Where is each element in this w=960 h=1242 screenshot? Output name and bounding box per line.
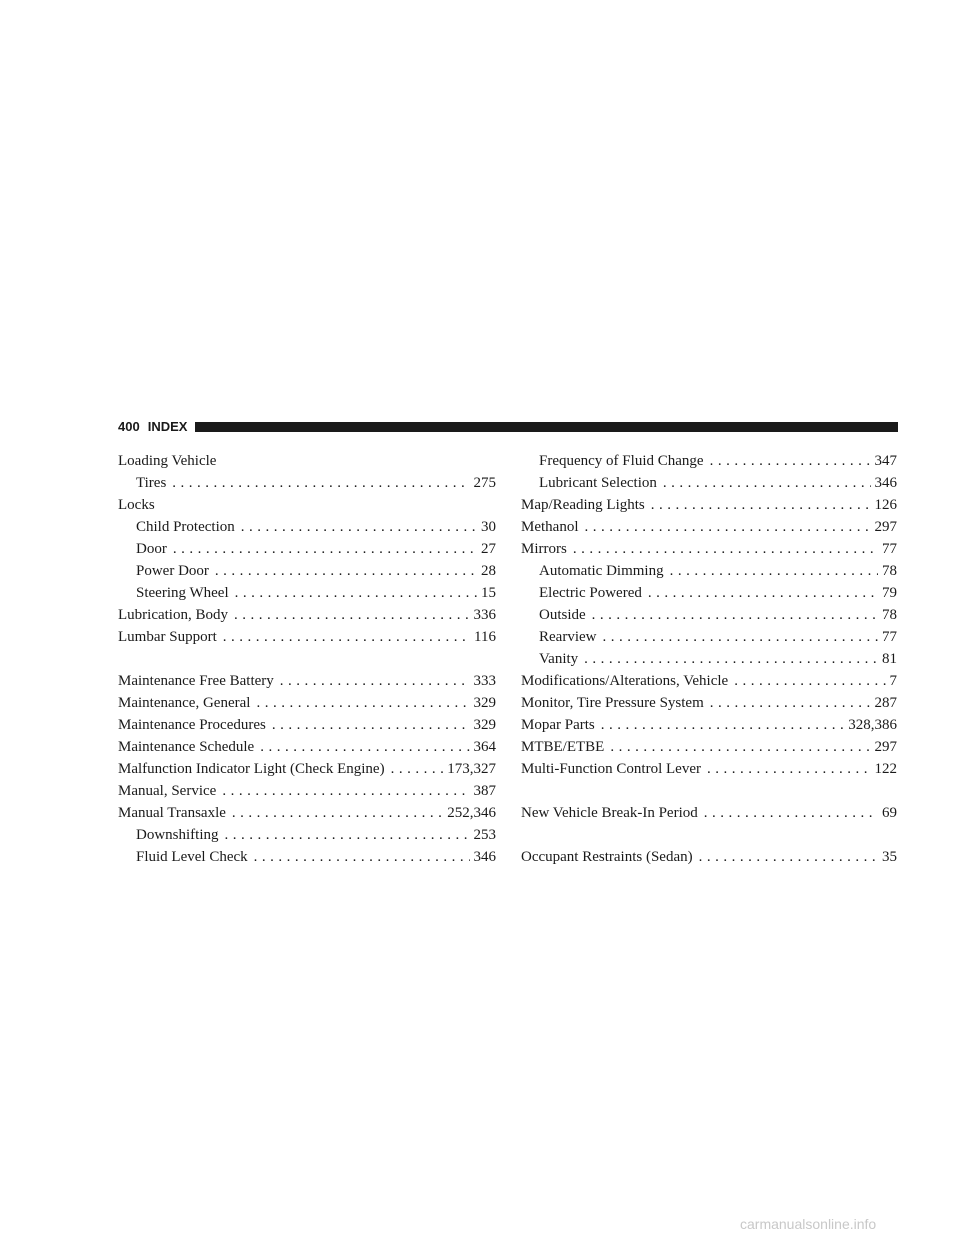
dot-leader bbox=[280, 670, 470, 692]
index-page-number: 122 bbox=[874, 761, 897, 777]
index-entry bbox=[521, 670, 897, 692]
index-page-number: 387 bbox=[473, 783, 496, 799]
index-page-number: 78 bbox=[882, 563, 897, 579]
index-page-number: 346 bbox=[874, 475, 897, 491]
index-entry bbox=[118, 560, 496, 582]
dot-leader bbox=[592, 604, 878, 626]
index-column-right bbox=[521, 450, 897, 868]
watermark: carmanualsonline.info bbox=[740, 1216, 877, 1232]
index-term: Outside bbox=[539, 607, 586, 623]
index-page-number: 35 bbox=[882, 849, 897, 865]
dot-leader bbox=[585, 516, 871, 538]
dot-leader bbox=[601, 714, 845, 736]
index-term: Mopar Parts bbox=[521, 717, 595, 733]
index-entry bbox=[521, 846, 897, 868]
index-page-number: 329 bbox=[473, 695, 496, 711]
index-entry bbox=[118, 670, 496, 692]
index-page-number: 30 bbox=[481, 519, 496, 535]
index-term: Tires bbox=[136, 475, 167, 491]
index-entry bbox=[118, 758, 496, 780]
index-entry bbox=[118, 736, 496, 758]
index-term: Monitor, Tire Pressure System bbox=[521, 695, 704, 711]
index-entry bbox=[521, 604, 897, 626]
index-entry bbox=[118, 582, 496, 604]
index-term: Modifications/Alterations, Vehicle bbox=[521, 673, 729, 689]
dot-leader bbox=[707, 758, 871, 780]
index-entry bbox=[118, 692, 496, 714]
index-term: Frequency of Fluid Change bbox=[539, 453, 704, 469]
index-term: MTBE/ETBE bbox=[521, 739, 605, 755]
index-term: Power Door bbox=[136, 563, 209, 579]
index-page-number: 297 bbox=[874, 739, 897, 755]
index-term: Vanity bbox=[539, 651, 579, 667]
index-term: Methanol bbox=[521, 519, 579, 535]
dot-leader bbox=[734, 670, 885, 692]
index-term: New Vehicle Break-In Period bbox=[521, 805, 698, 821]
index-page-number: 79 bbox=[882, 585, 897, 601]
index-entry bbox=[118, 780, 496, 802]
dot-leader bbox=[234, 604, 470, 626]
dot-leader bbox=[584, 648, 878, 670]
index-page-number: 126 bbox=[874, 497, 897, 513]
index-entry bbox=[521, 626, 897, 648]
index-term: Maintenance Procedures bbox=[118, 717, 266, 733]
index-entry bbox=[118, 802, 496, 824]
dot-leader bbox=[272, 714, 470, 736]
index-term: Manual Transaxle bbox=[118, 805, 226, 821]
index-term: Maintenance Schedule bbox=[118, 739, 255, 755]
index-term: Child Protection bbox=[136, 519, 235, 535]
header-rule bbox=[195, 422, 898, 432]
index-page-number: 28 bbox=[481, 563, 496, 579]
index-term: Lubrication, Body bbox=[118, 607, 228, 623]
index-page-number: 7 bbox=[889, 673, 897, 689]
dot-leader bbox=[710, 692, 871, 714]
dot-leader bbox=[232, 802, 443, 824]
index-term: Automatic Dimming bbox=[539, 563, 664, 579]
index-term: Downshifting bbox=[136, 827, 219, 843]
index-entry bbox=[521, 560, 897, 582]
section-title: INDEX bbox=[147, 419, 188, 434]
index-entry bbox=[521, 692, 897, 714]
index-entry bbox=[521, 758, 897, 780]
index-term: Maintenance, General bbox=[118, 695, 251, 711]
index-entry bbox=[521, 736, 897, 758]
dot-leader bbox=[704, 802, 878, 824]
index-page-number: 253 bbox=[473, 827, 496, 843]
index-page-number: 77 bbox=[882, 629, 897, 645]
dot-leader bbox=[573, 538, 878, 560]
dot-leader bbox=[610, 736, 870, 758]
index-entry bbox=[118, 824, 496, 846]
index-page-number: 173,327 bbox=[447, 761, 496, 777]
index-entry bbox=[118, 450, 496, 472]
index-page-number: 252,346 bbox=[447, 805, 496, 821]
index-entry bbox=[118, 538, 496, 560]
dot-leader bbox=[651, 494, 871, 516]
index-term: Lumbar Support bbox=[118, 629, 217, 645]
dot-leader bbox=[254, 846, 470, 868]
index-entry bbox=[521, 472, 897, 494]
index-entry bbox=[521, 450, 897, 472]
dot-leader bbox=[223, 626, 470, 648]
index-term: Rearview bbox=[539, 629, 597, 645]
dot-leader bbox=[172, 472, 469, 494]
index-term: Door bbox=[136, 541, 167, 557]
index-page-number: 69 bbox=[882, 805, 897, 821]
page-header bbox=[118, 418, 898, 436]
index-term: Steering Wheel bbox=[136, 585, 229, 601]
dot-leader bbox=[173, 538, 477, 560]
index-page-number: 275 bbox=[473, 475, 496, 491]
dot-leader bbox=[602, 626, 878, 648]
index-page-number: 287 bbox=[874, 695, 897, 711]
index-term: Electric Powered bbox=[539, 585, 642, 601]
dot-leader bbox=[241, 516, 477, 538]
index-page-number: 116 bbox=[474, 629, 496, 645]
index-page-number: 346 bbox=[473, 849, 496, 865]
index-page-number: 78 bbox=[882, 607, 897, 623]
index-term: Loading Vehicle bbox=[118, 453, 217, 469]
dot-leader bbox=[215, 560, 477, 582]
index-entry bbox=[118, 494, 496, 516]
index-term: Fluid Level Check bbox=[136, 849, 248, 865]
index-term: Maintenance Free Battery bbox=[118, 673, 274, 689]
index-entry bbox=[118, 714, 496, 736]
index-entry bbox=[118, 626, 496, 648]
dot-leader bbox=[648, 582, 878, 604]
index-page-number: 81 bbox=[882, 651, 897, 667]
dot-leader bbox=[256, 692, 469, 714]
dot-leader bbox=[663, 472, 871, 494]
index-entry bbox=[521, 494, 897, 516]
index-entry bbox=[118, 604, 496, 626]
dot-leader bbox=[670, 560, 878, 582]
index-page-number: 336 bbox=[473, 607, 496, 623]
index-term: Multi-Function Control Lever bbox=[521, 761, 701, 777]
index-page-number: 297 bbox=[874, 519, 897, 535]
dot-leader bbox=[235, 582, 477, 604]
index-entry bbox=[521, 714, 897, 736]
dot-leader bbox=[391, 758, 444, 780]
dot-leader bbox=[699, 846, 878, 868]
index-term: Map/Reading Lights bbox=[521, 497, 645, 513]
index-entry bbox=[118, 472, 496, 494]
index-page-number: 77 bbox=[882, 541, 897, 557]
index-page-number: 364 bbox=[473, 739, 496, 755]
index-page-number: 15 bbox=[481, 585, 496, 601]
index-page-number: 333 bbox=[473, 673, 496, 689]
index-page-number: 27 bbox=[481, 541, 496, 557]
index-entry bbox=[118, 516, 496, 538]
index-entry bbox=[521, 648, 897, 670]
dot-leader bbox=[710, 450, 871, 472]
index-entry bbox=[521, 538, 897, 560]
index-page-number: 329 bbox=[473, 717, 496, 733]
page-number: 400 bbox=[118, 419, 140, 434]
index-term: Locks bbox=[118, 497, 155, 513]
index-term: Manual, Service bbox=[118, 783, 217, 799]
index-term: Mirrors bbox=[521, 541, 567, 557]
dot-leader bbox=[222, 780, 469, 802]
dot-leader bbox=[225, 824, 470, 846]
index-entry bbox=[118, 846, 496, 868]
index-entry bbox=[521, 802, 897, 824]
index-term: Occupant Restraints (Sedan) bbox=[521, 849, 693, 865]
index-page-number: 328,386 bbox=[848, 717, 897, 733]
index-entry bbox=[521, 516, 897, 538]
index-term: Malfunction Indicator Light (Check Engine) bbox=[118, 761, 385, 777]
index-page-number: 347 bbox=[874, 453, 897, 469]
index-term: Lubricant Selection bbox=[539, 475, 657, 491]
dot-leader bbox=[260, 736, 469, 758]
index-entry bbox=[521, 582, 897, 604]
index-column-left bbox=[118, 450, 496, 868]
